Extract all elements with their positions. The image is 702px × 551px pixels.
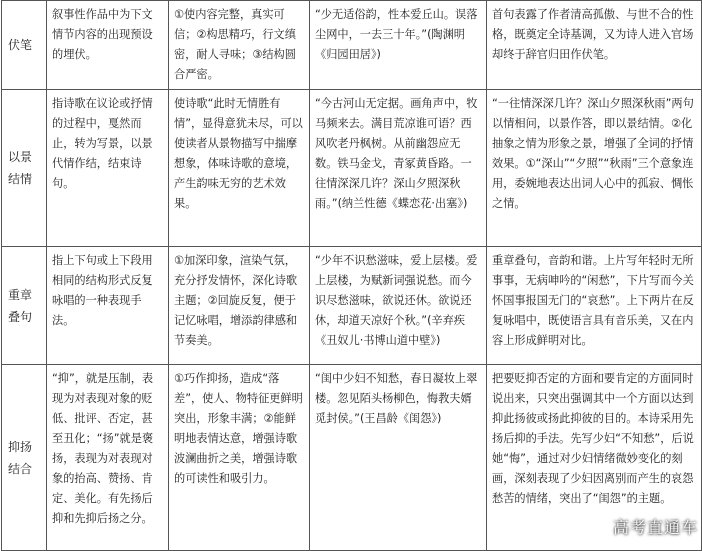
analysis-cell: 首句表露了作者清高孤傲、与世不合的性格，既奠定全诗基调，又为诗人进入官场却终于辞官归田作伏笔。 [487, 1, 702, 90]
effect-cell: ①加深印象，渲染气氛，充分抒发情怀，深化诗歌主题；②回旋反复，便于记忆咏唱，增添韵律感和节奏美。 [169, 247, 310, 365]
term-cell: 重章叠句 [2, 247, 47, 365]
definition-cell: 叙事性作品中为下文情节内容的出现预设的埋伏。 [47, 1, 169, 90]
example-cell: “闺中少妇不知愁，春日凝妆上翠楼。忽见陌头杨柳色，悔教夫婿觅封侯。”(王昌龄《闺怨》) [310, 365, 487, 551]
example-cell: “今古河山无定据。画角声中，牧马频来去。满目荒凉谁可语？西风吹老丹枫树。从前幽怨应无数。铁马金戈，青冢黄昏路。一往情深深几许？深山夕照深秋雨。”(纳兰性德《蝶恋花·出塞》) [310, 90, 487, 247]
term-cell: 抑扬结合 [2, 365, 47, 551]
term-cell: 以景结情 [2, 90, 47, 247]
analysis-cell: 重章叠句，音韵和谐。上片写年轻时无所事事，无病呻吟的“闲愁”，下片写而今关怀国事报国无门的“哀愁”。上下两片在反复咏唱中，既使语言具有音乐美，又在内容上形成鲜明对比。 [487, 247, 702, 365]
techniques-table [1, 0, 702, 551]
example-cell: “少无适俗韵，性本爱丘山。误落尘网中，一去三十年。”(陶渊明《归园田居》) [310, 1, 487, 90]
table-row [2, 1, 702, 90]
watermark: 高考直通车 [612, 518, 698, 537]
effect-cell: ①使内容完整，真实可信；②构思精巧，行文缜密，耐人寻味；③结构圆合严密。 [169, 1, 310, 90]
term-cell: 伏笔 [2, 1, 47, 90]
analysis-cell: 把要贬抑否定的方面和要肯定的方面同时说出来，只突出强调其中一个方面以达到抑此扬彼或扬此抑彼的目的。本诗采用先扬后抑的手法。先写少妇“不知愁”，后说她“悔”，通过对少妇情绪微妙变化的刻画，深刻表现了少妇因离别而产生的哀怨愁苦的情绪，突出了“闺怨”的主题。 [487, 365, 702, 551]
table-row [2, 247, 702, 365]
analysis-cell: “一往情深深几许？深山夕照深秋雨”两句以情相问，以景作答，即以景结情。②化抽象之情为形象之景，增强了全词的抒情效果。①“深山”“夕照”“秋雨”三个意象连用，委婉地表达出词人心中的孤寂、惆怅之情。 [487, 90, 702, 247]
effect-cell: 使诗歌“此时无情胜有情”，显得意犹未尽，可以使读者从景物描写中揣摩想象，体味诗歌的意境，产生韵味无穷的艺术效果。 [169, 90, 310, 247]
table-row [2, 90, 702, 247]
definition-cell: 指诗歌在议论或抒情的过程中，戛然而止，转为写景，以景代情作结，结束诗句。 [47, 90, 169, 247]
definition-cell: “抑”，就是压制，表现为对表现对象的贬低、批评、否定，甚至丑化；“扬”就是褒扬，表现为对表现对象的抬高、赞扬、肯定、美化。有先扬后抑和先抑后扬之分。 [47, 365, 169, 551]
definition-cell: 指上下句或上下段用相同的结构形式反复咏唱的一种表现手法。 [47, 247, 169, 365]
example-cell: “少年不识愁滋味，爱上层楼。爱上层楼，为赋新词强说愁。而今识尽愁滋味，欲说还休。欲说还休，却道天凉好个秋。”(辛弃疾《丑奴儿·书博山道中壁》) [310, 247, 487, 365]
table-row [2, 365, 702, 551]
effect-cell: ①巧作抑扬，造成“落差”，使人、物特征更鲜明突出，形象丰满；②能鲜明地表情达意，增强诗歌波澜曲折之美，增强诗歌的可读性和吸引力。 [169, 365, 310, 551]
